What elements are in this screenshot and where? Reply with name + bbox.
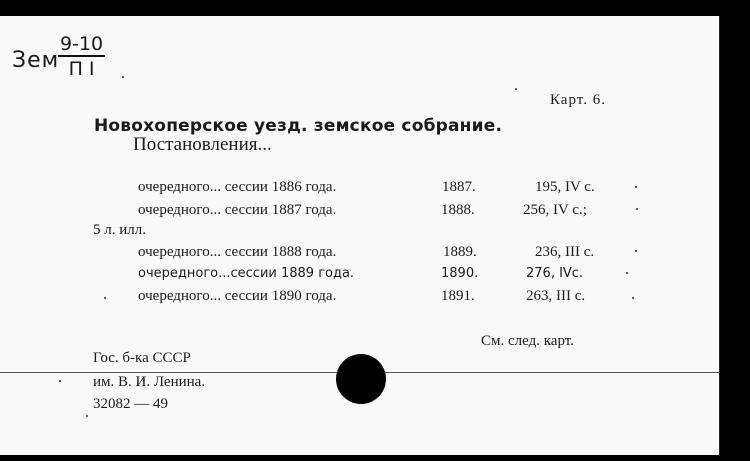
entry-4-pages: 276, IVс. [526, 266, 584, 281]
library-line-2: им. В. И. Ленина. [93, 374, 206, 390]
shelfmark-numerator: 9-10 [60, 33, 104, 55]
library-line-1: Гос. б-ка СССР [93, 350, 191, 366]
catalog-number: 32082 — 49 [93, 396, 168, 412]
speck [86, 415, 88, 417]
card-title: Новохоперское уезд. земское собрание. [94, 116, 503, 136]
card-number: Карт. 6. [550, 92, 606, 108]
see-next-card: См. след. карт. [481, 333, 574, 349]
entry-3-year: 1889. [443, 244, 477, 260]
card-subtitle: Постановления... [133, 134, 272, 155]
shelfmark-fraction [58, 33, 105, 81]
speck [626, 272, 628, 274]
entry-5-year: 1891. [441, 288, 475, 304]
punch-hole [336, 354, 386, 404]
speck [632, 297, 634, 299]
entry-2-year: 1888. [441, 202, 475, 218]
entry-5-pages: 263, III с. [526, 288, 586, 304]
shelfmark-prefix: Зем [12, 48, 60, 73]
illustrations-note: 5 л. илл. [93, 222, 146, 238]
catalog-card [0, 16, 720, 455]
entry-3-label: очередного... сессии 1888 года. [138, 244, 337, 260]
entry-5-label: очередного... сессии 1890 года. [138, 288, 337, 304]
entry-4-year: 1890. [441, 266, 479, 281]
entry-3-pages: 236, III с. [535, 244, 595, 260]
entry-1-label: очередного... сессии 1886 года. [138, 179, 337, 195]
shelfmark-denominator: П I [68, 58, 95, 80]
speck [636, 208, 638, 210]
entry-1-pages: 195, IV с. [535, 179, 595, 195]
entry-1-year: 1887. [442, 179, 476, 195]
entry-2-pages: 256, IV с.; [523, 202, 587, 218]
speck [635, 186, 637, 188]
entry-2-label: очередного... сессии 1887 года. [138, 202, 337, 218]
speck [515, 88, 517, 90]
speck [635, 250, 637, 252]
speck [59, 380, 61, 382]
speck [104, 297, 106, 299]
speck [122, 76, 124, 78]
entry-4-label: очередного...сессии 1889 года. [138, 266, 355, 281]
